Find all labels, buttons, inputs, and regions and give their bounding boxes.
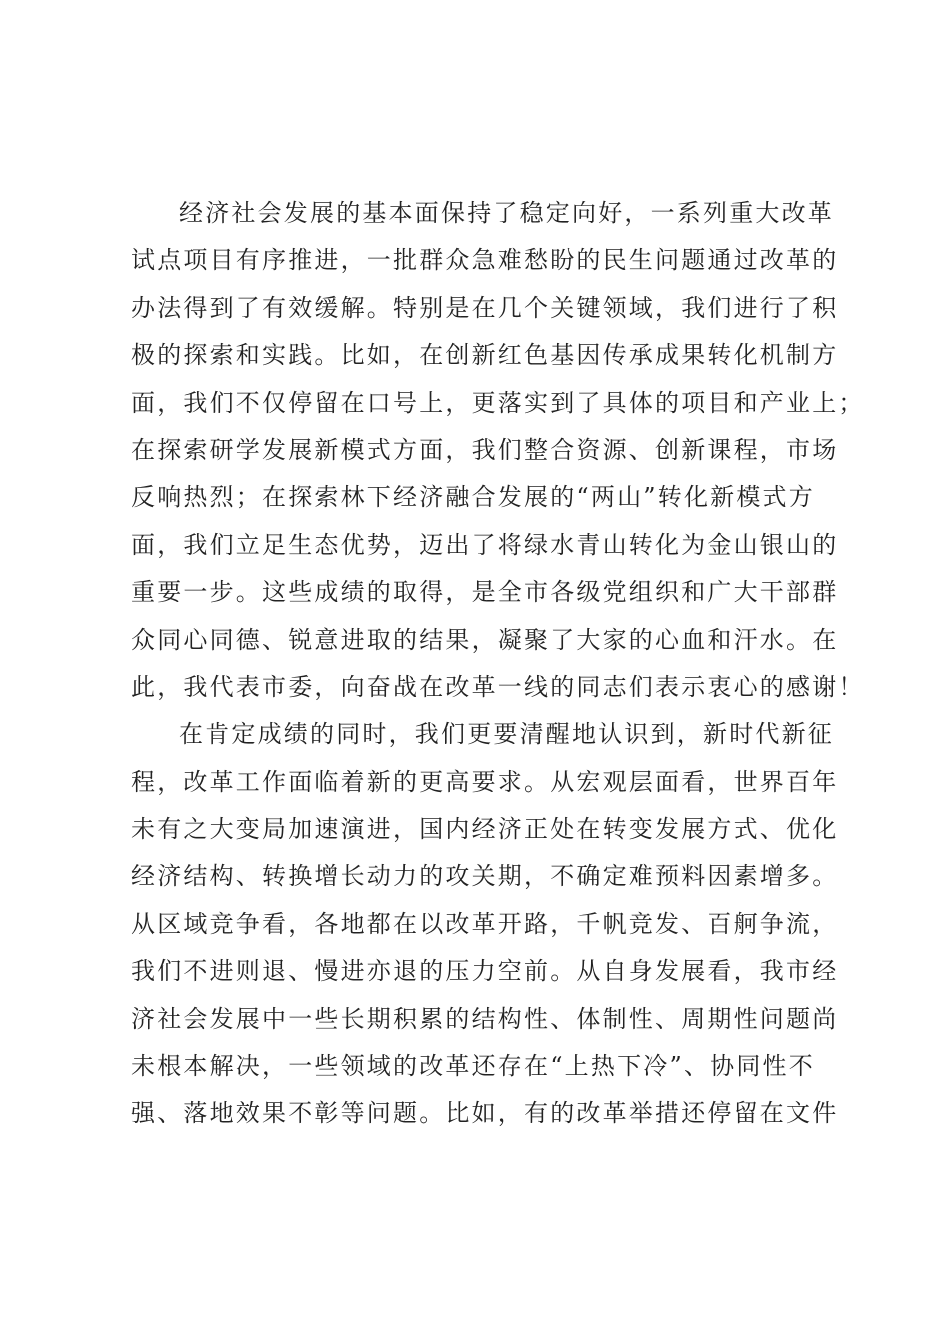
text-line: 此，我代表市委，向奋战在改革一线的同志们表示衷心的感谢！ (131, 672, 865, 701)
text-line: 众同心同德、锐意进取的结果，凝聚了大家的心血和汗水。在 (131, 625, 839, 654)
text-line: 经济结构、转换增长动力的攻关期，不确定难预料因素增多。 (131, 862, 839, 891)
body-text (131, 190, 865, 1138)
text-line: 我们不进则退、慢进亦退的压力空前。从自身发展看，我市经 (131, 957, 839, 986)
text-line: 程，改革工作面临着新的更高要求。从宏观层面看，世界百年 (131, 767, 839, 796)
text-line: 面，我们不仅停留在口号上，更落实到了具体的项目和产业上； (131, 388, 865, 417)
text-line: 在探索研学发展新模式方面，我们整合资源、创新课程，市场 (131, 435, 839, 464)
text-line: 办法得到了有效缓解。特别是在几个关键领域，我们进行了积 (131, 293, 839, 322)
text-line: 在肯定成绩的同时，我们更要清醒地认识到，新时代新征 (179, 720, 834, 749)
text-line: 强、落地效果不彰等问题。比如，有的改革举措还停留在文件 (131, 1099, 839, 1128)
text-line: 面，我们立足生态优势，迈出了将绿水青山转化为金山银山的 (131, 530, 839, 559)
text-line: 重要一步。这些成绩的取得，是全市各级党组织和广大干部群 (131, 578, 839, 607)
paragraph-achievements (131, 190, 865, 711)
text-line: 济社会发展中一些长期积累的结构性、体制性、周期性问题尚 (131, 1004, 839, 1033)
text-line: 未根本解决，一些领域的改革还存在“上热下冷”、协同性不 (131, 1052, 815, 1081)
text-line: 未有之大变局加速演进，国内经济正处在转变发展方式、优化 (131, 815, 839, 844)
text-line: 从区域竞争看，各地都在以改革开路，千帆竞发、百舸争流， (131, 909, 839, 938)
text-line: 极的探索和实践。比如，在创新红色基因传承成果转化机制方 (131, 341, 839, 370)
text-line: 反响热烈；在探索林下经济融合发展的“两山”转化新模式方 (131, 483, 815, 512)
text-line: 试点项目有序推进，一批群众急难愁盼的民生问题通过改革的 (131, 246, 839, 275)
text-line: 经济社会发展的基本面保持了稳定向好，一系列重大改革 (179, 199, 834, 227)
paragraph-challenges (131, 711, 839, 1138)
